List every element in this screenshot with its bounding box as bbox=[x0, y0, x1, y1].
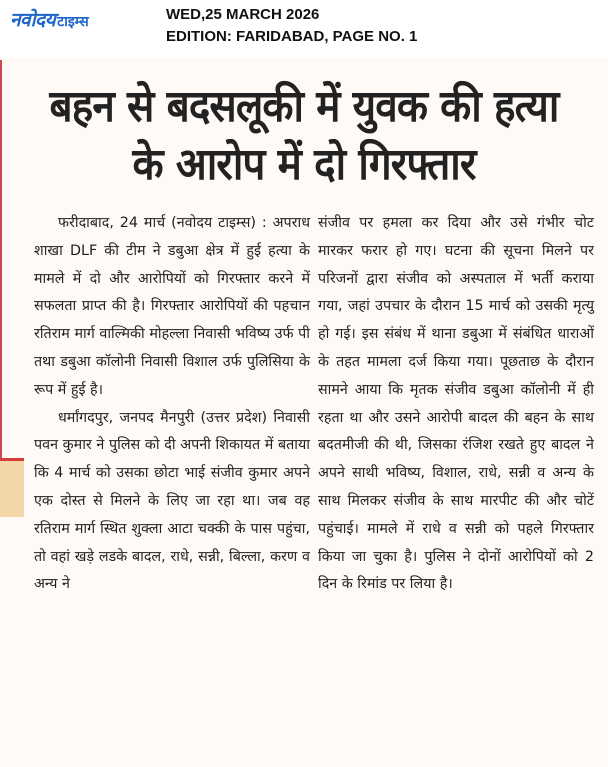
newspaper-logo[interactable] bbox=[10, 6, 89, 34]
edition-line: EDITION: FARIDABAD, PAGE NO. 1 bbox=[166, 28, 418, 45]
article-headline bbox=[37, 78, 571, 194]
article-column-right bbox=[318, 210, 594, 599]
headline-line-2: के आरोप में दो गिरफ्तार bbox=[132, 139, 476, 190]
headline-line-1: बहन से बदसलूकी में युवक की हत्या bbox=[49, 81, 559, 132]
adjacent-clipping-scrap bbox=[0, 458, 24, 517]
logo-main-text: नवोदय bbox=[10, 9, 56, 31]
paragraph: संजीव पर हमला कर दिया और उसे गंभीर चोट मारकर फरार हो गए। घटना की सूचना मिलने पर परिजनों द्वारा संजीव को अस्पताल में भर्ती कराया गया, जहां उपचार के दौरान 15 मार्च को उसकी मृत्यु हो गई। इस संबंध में थाना डबुआ में संबंधित धाराओं के तहत मामला दर्ज किया गया। पूछताछ के दौरान सामने आया कि मृतक संजीव डबुआ कॉलोनी में ही रहता था और उसने आरोपी बादल की बहन के साथ बदतमीजी की थी, जिसका रंजिश रखते हुए बादल ने अपने साथी भविष्य, विशाल, राधे, सन्नी व अन्य के साथ मिलकर संजीव के साथ मारपीट की और चोटें पहुंचाई। मामले में राधे व सन्नी को पहले गिरफ्तार किया जा चुका है। पुलिस ने दोनों आरोपियों को 2 दिन के रिमांड पर लिया है। bbox=[318, 215, 594, 593]
date-line: WED,25 MARCH 2026 bbox=[166, 6, 320, 23]
edition-meta bbox=[166, 4, 417, 48]
paragraph: धर्मांगदपुर, जनपद मैनपुरी (उत्तर प्रदेश) निवासी पवन कुमार ने पुलिस को दी अपनी शिकायत में बताया कि 4 मार्च को उसका छोटा भाई संजीव कुमार अपने एक दोस्त से मिलने के लिए जा रहा था। जब वह रतिराम मार्ग स्थित शुक्ला आटा चक्की के पास पहुंचा, तो वहां खड़े लडके बादल, राधे, सन्नी, बिल्ला, करण व अन्य ने bbox=[34, 409, 310, 593]
clipping-edge bbox=[0, 60, 2, 460]
article-column-left bbox=[34, 210, 310, 599]
page-header bbox=[0, 0, 608, 58]
logo-sub-text: टाइम्स bbox=[57, 14, 89, 30]
paragraph: फरीदाबाद, 24 मार्च (नवोदय टाइम्स) : अपराध शाखा DLF की टीम ने डबुआ क्षेत्र में हुई हत्या के मामले में दो और आरोपियों को गिरफ्तार करने में सफलता प्राप्त की है। गिरफ्तार आरोपियों की पहचान रतिराम मार्ग वाल्मिकी मोहल्ला निवासी भविष्य उर्फ पी तथा डबुआ कॉलोनी निवासी विशाल उर्फ पुलिसिया के रूप में हुई है। bbox=[34, 215, 310, 398]
